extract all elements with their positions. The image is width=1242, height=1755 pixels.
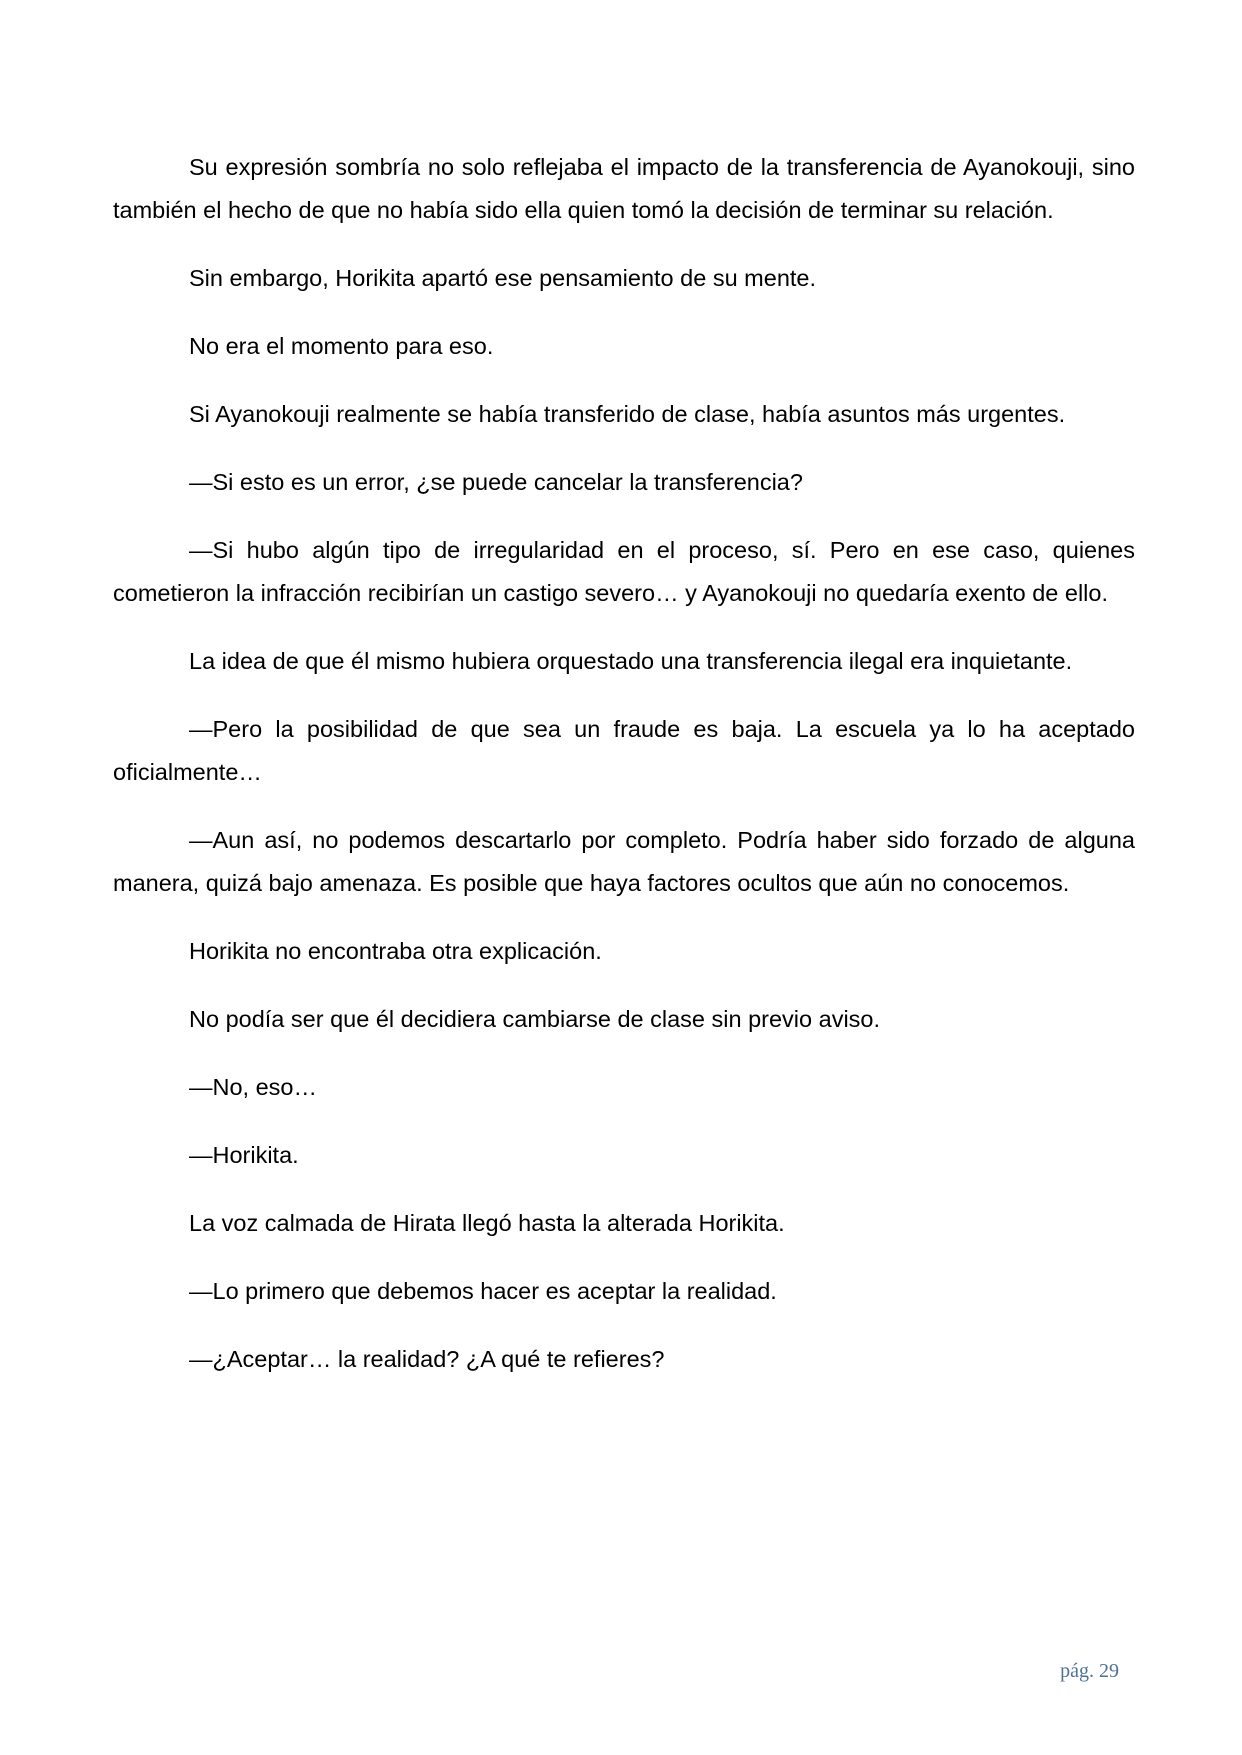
paragraph: La idea de que él mismo hubiera orquestado una transferencia ilegal era inquietante. — [189, 648, 1073, 674]
paragraph: —Horikita. — [189, 1142, 299, 1168]
paragraph: —Aun así, no podemos descartarlo por completo. Podría haber sido forzado de alguna manera, quizá bajo amenaza. Es posible que haya factores ocultos que aún no conocemos. — [113, 827, 1135, 896]
paragraph: —¿Aceptar… la realidad? ¿A qué te refieres? — [189, 1346, 665, 1372]
paragraph: —Pero la posibilidad de que sea un fraude es baja. La escuela ya lo ha aceptado oficialmente… — [113, 716, 1135, 785]
text-body — [113, 146, 1135, 1406]
page-number: pág. 29 — [1060, 1660, 1119, 1682]
paragraph: —No, eso… — [189, 1074, 317, 1100]
paragraph: Si Ayanokouji realmente se había transferido de clase, había asuntos más urgentes. — [189, 401, 1066, 427]
paragraph: Sin embargo, Horikita apartó ese pensamiento de su mente. — [189, 265, 817, 291]
paragraph: No era el momento para eso. — [189, 333, 494, 359]
paragraph: —Lo primero que debemos hacer es aceptar la realidad. — [189, 1278, 777, 1304]
paragraph: Su expresión sombría no solo reflejaba el impacto de la transferencia de Ayanokouji, sino también el hecho de que no había sido ella quien tomó la decisión de terminar su relación. — [113, 154, 1135, 223]
paragraph: —Si hubo algún tipo de irregularidad en el proceso, sí. Pero en ese caso, quienes cometieron la infracción recibirían un castigo severo… y Ayanokouji no quedaría exento de ello. — [113, 537, 1135, 606]
paragraph: —Si esto es un error, ¿se puede cancelar la transferencia? — [189, 469, 803, 495]
paragraph: No podía ser que él decidiera cambiarse de clase sin previo aviso. — [189, 1006, 881, 1032]
paragraph: La voz calmada de Hirata llegó hasta la alterada Horikita. — [189, 1210, 785, 1236]
paragraph: Horikita no encontraba otra explicación. — [189, 938, 602, 964]
